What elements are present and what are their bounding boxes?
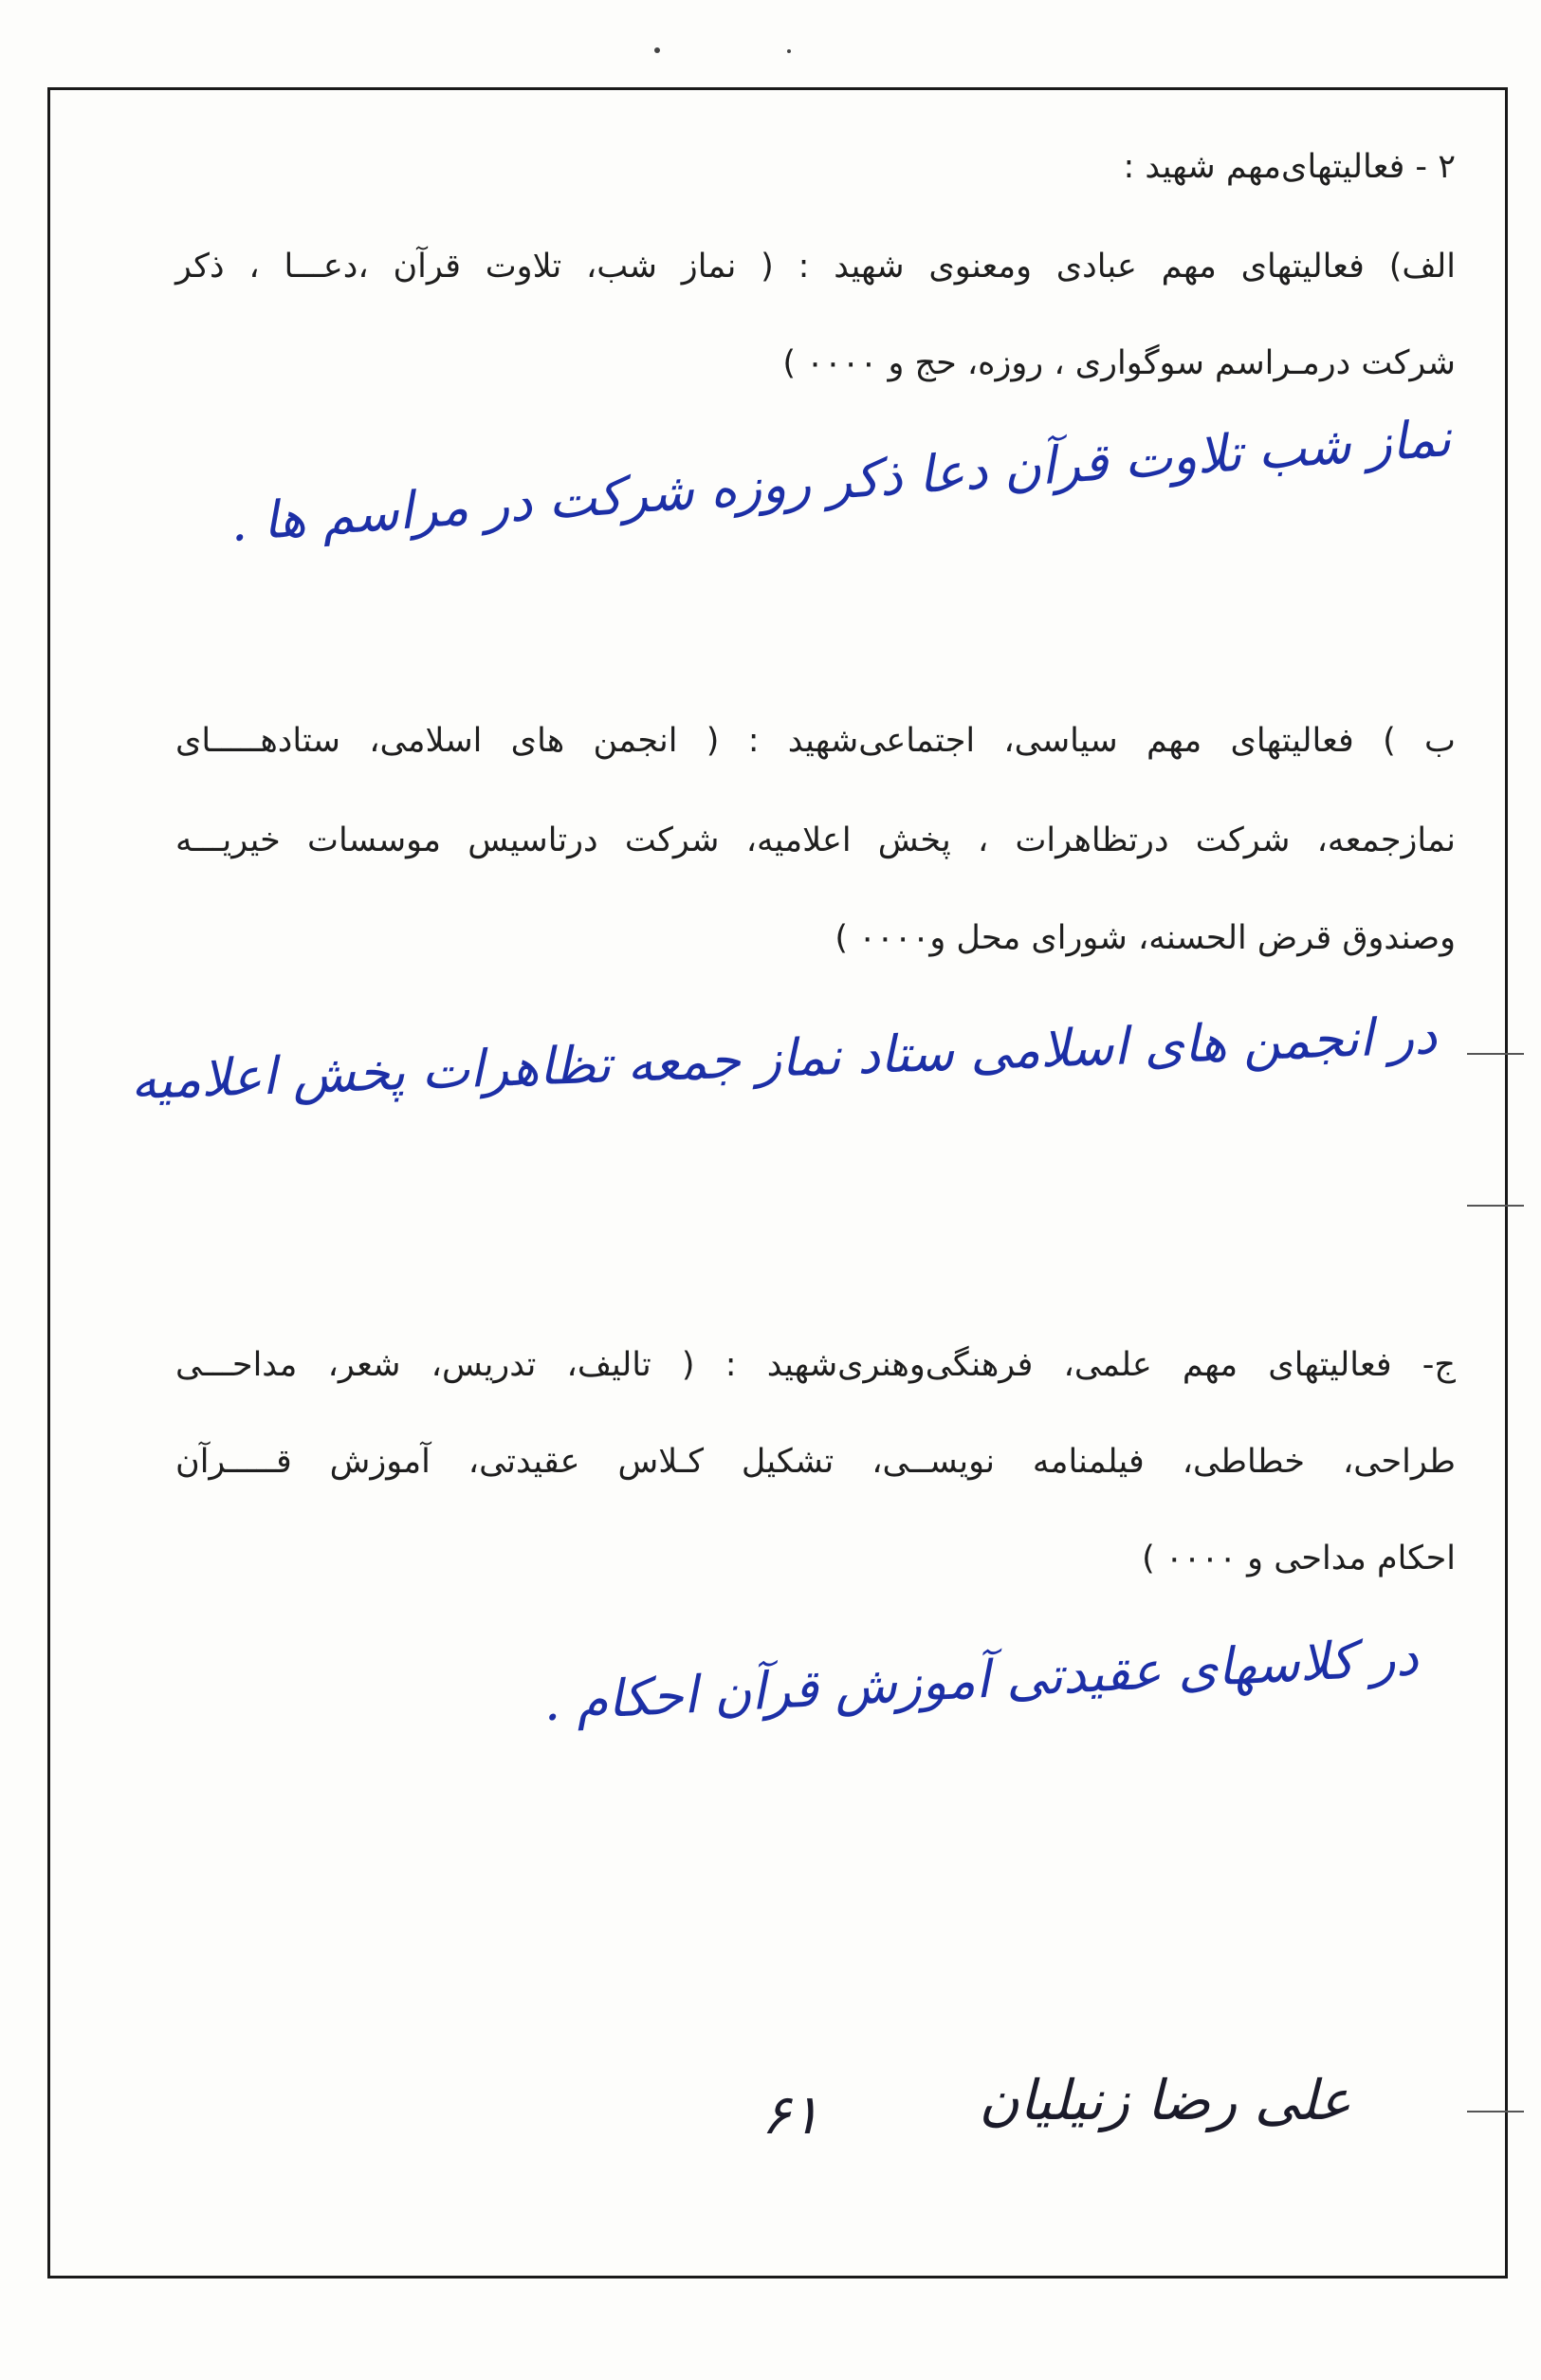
section-a-line-2: شرکت درمـراسم سوگواری ، روزه، حج و ۰۰۰۰ ) <box>782 344 1456 382</box>
section-a-handwritten-answer: نماز شب تلاوت قرآن دعا ذکر روزه شرکت در مراسم ها . <box>228 408 1454 553</box>
section-heading: ۲ - فعالیتهای‌مهم شهید : <box>1123 148 1456 186</box>
margin-mark <box>1467 1205 1524 1207</box>
page-number: ۶۱ <box>761 2082 820 2147</box>
signature: علی رضا زنیلیان <box>979 2068 1351 2132</box>
section-a-line-1: الف) فعالیتهای مهم عبادی ومعنوی شهید : ( نماز شب، تلاوت قرآن ،دعـــا ، ذکر <box>175 248 1456 286</box>
speck <box>787 49 791 53</box>
section-c-line-2: طراحی، خطاطی، فیلمنامه نویســی، تشکیل کـلاس عقیدتی، آموزش قـــــرآن <box>175 1443 1456 1481</box>
page-border-frame <box>47 87 1508 2279</box>
section-c-handwritten-answer: در کلاسهای عقیدتی آموزش قرآن احکام . <box>541 1627 1420 1733</box>
section-b-line-1: ب ) فعالیتهای مهم سیاسی، اجتماعی‌شهید : ( انجمن های اسلامی، ستادهـــــای <box>175 722 1456 760</box>
margin-mark <box>1467 2111 1524 2112</box>
margin-mark <box>1467 1053 1524 1055</box>
section-c-line-1: ج- فعالیتهای مهم علمی، فرهنگی‌وهنری‌شهید : ( تالیف، تدریس، شعر، مداحـــی <box>175 1346 1456 1384</box>
section-b-line-3: وصندوق قرض الحسنه، شورای محل و۰۰۰۰ ) <box>835 919 1456 957</box>
section-c-line-3: احکام مداحی و ۰۰۰۰ ) <box>1142 1540 1456 1577</box>
section-b-handwritten-answer: در انجمن های اسلامی ستاد نماز جمعه تظاهرات پخش اعلامیه <box>129 1006 1439 1112</box>
section-b-line-2: نمازجمعه، شرکت درتظاهرات ، پخش اعلامیه، شرکت درتاسیس موسسات خیریـــه <box>175 821 1456 859</box>
speck <box>654 47 660 53</box>
